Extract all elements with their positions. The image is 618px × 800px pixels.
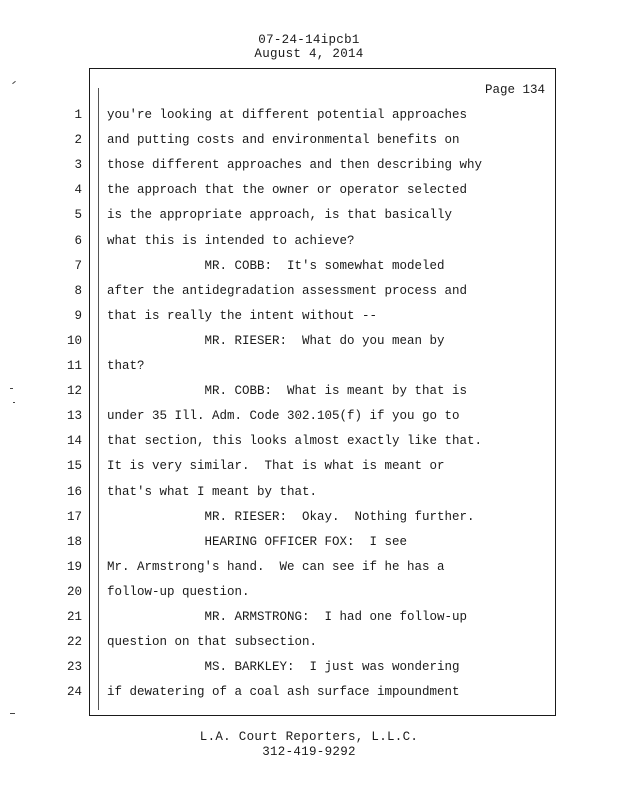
transcript-line — [0, 205, 556, 225]
line-number: 16 — [66, 484, 82, 499]
transcript-line — [0, 180, 556, 200]
line-number: 3 — [74, 158, 82, 173]
line-number: 13 — [66, 409, 82, 424]
transcript-line — [0, 356, 556, 376]
line-text: that? — [107, 359, 145, 373]
footer-phone: 312-419-9292 — [262, 745, 356, 759]
page-number: Page 134 — [484, 83, 545, 97]
transcript-line — [0, 155, 556, 175]
line-number: 22 — [66, 635, 82, 650]
transcript-line — [0, 281, 556, 301]
line-text: that's what I meant by that. — [107, 484, 318, 499]
line-text: MR. RIESER: Okay. Nothing further. — [107, 509, 475, 524]
transcript-line — [0, 607, 556, 627]
line-number: 23 — [66, 660, 82, 675]
line-number: 24 — [66, 685, 82, 700]
line-number: 9 — [74, 308, 82, 323]
line-text: question on that subsection. — [107, 635, 318, 650]
line-text: after the antidegradation assessment process and — [107, 283, 468, 298]
document-date: August 4, 2014 — [254, 47, 364, 61]
document-code: 07-24-14ipcb1 — [258, 33, 360, 47]
transcript-line — [0, 105, 556, 125]
line-text: under 35 Ill. Adm. Code 302.105(f) if you go to — [107, 409, 460, 424]
line-text: Mr. Armstrong's hand. We can see if he has a — [107, 559, 445, 574]
line-text: MR. ARMSTRONG: I had one follow-up — [107, 610, 468, 624]
transcript-line — [0, 532, 556, 552]
line-text: MS. BARKLEY: I just was wondering — [107, 660, 460, 675]
line-text: those different approaches and then describing why — [107, 158, 483, 173]
line-number: 20 — [66, 584, 82, 599]
line-number: 18 — [66, 534, 82, 549]
line-text: HEARING OFFICER FOX: I see — [107, 534, 408, 549]
line-text: if dewatering of a coal ash surface impoundment — [107, 685, 460, 700]
transcript-line — [0, 406, 556, 426]
transcript-line — [0, 231, 556, 251]
scan-speck — [10, 713, 15, 714]
transcript-line — [0, 657, 556, 677]
line-number: 11 — [66, 359, 82, 373]
line-number: 5 — [74, 208, 82, 223]
line-text: and putting costs and environmental benefits on — [107, 133, 460, 148]
transcript-line — [0, 456, 556, 476]
line-number: 17 — [66, 509, 82, 524]
line-number: 15 — [66, 459, 82, 474]
line-text: you're looking at different potential approaches — [107, 108, 468, 122]
line-number: 8 — [74, 283, 82, 298]
line-number: 7 — [74, 258, 82, 273]
transcript-line — [0, 557, 556, 577]
line-number: 2 — [74, 133, 82, 148]
line-number: 19 — [66, 559, 82, 574]
scan-speck — [10, 388, 13, 389]
transcript-line — [0, 632, 556, 652]
transcript-line — [0, 507, 556, 527]
line-text: is the appropriate approach, is that basically — [107, 208, 453, 223]
transcript-line — [0, 331, 556, 351]
transcript-line — [0, 682, 556, 702]
transcript-line — [0, 256, 556, 276]
line-text: that section, this looks almost exactly like that. — [107, 434, 483, 449]
scan-speck — [12, 81, 16, 84]
transcript-line — [0, 306, 556, 326]
line-text: MR. COBB: What is meant by that is — [107, 384, 468, 399]
line-number: 6 — [74, 233, 82, 248]
footer-firm: L.A. Court Reporters, L.L.C. — [199, 730, 419, 744]
line-text: follow-up question. — [107, 584, 250, 599]
line-number: 21 — [66, 610, 82, 624]
line-number: 10 — [66, 333, 82, 348]
line-text: that is really the intent without -- — [107, 308, 378, 323]
transcript-line — [0, 130, 556, 150]
line-text: MR. COBB: It's somewhat modeled — [107, 258, 445, 273]
line-number: 1 — [74, 108, 82, 122]
transcript-line — [0, 381, 556, 401]
line-number: 4 — [74, 183, 82, 198]
scan-speck — [13, 402, 15, 403]
transcript-line — [0, 582, 556, 602]
line-text: the approach that the owner or operator selected — [107, 183, 468, 198]
transcript-line — [0, 431, 556, 451]
line-number: 12 — [66, 384, 82, 399]
line-text: what this is intended to achieve? — [107, 233, 355, 248]
line-number: 14 — [66, 434, 82, 449]
line-text: It is very similar. That is what is meant or — [107, 459, 445, 474]
transcript-line — [0, 482, 556, 502]
line-text: MR. RIESER: What do you mean by — [107, 333, 445, 348]
